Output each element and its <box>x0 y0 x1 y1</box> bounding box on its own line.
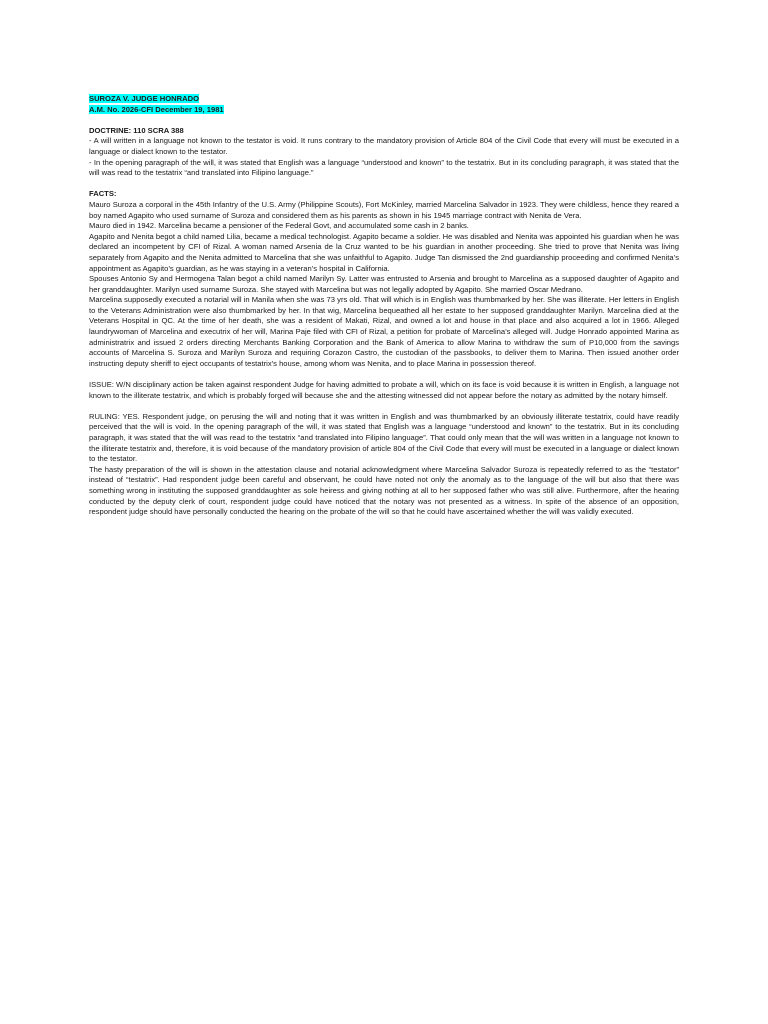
facts-paragraph: Spouses Antonio Sy and Hermogena Talan begot a child named Marilyn Sy. Latter was entrusted to Arsenia and brought to Marcelina as a supposed daughter of Agapito and her granddaughter. Marilyn used surname Suroza. She stayed with Marcelina but was not legally adopted by Agapito. She married Oscar Medrano. <box>89 274 679 294</box>
facts-paragraph: Agapito and Nenita begot a child named Lilia, became a medical technologist. Agapito became a soldier. He was disabled and Nenita was appointed his guardian when he was declared an incompetent by CFI of Rizal. A woman named Arsenia de la Cruz wanted to be his guardian in another proceeding. She tried to prove that Nenita was living separately from Agapito and the Nenita admitted to Marcelina that she was unfaithful to Agapito. Judge Tan dismissed the 2nd guardianship proceeding and confirmed Nenita’s appointment as Agapito’s guardian, as he was staying in a veteran’s hospital in California. <box>89 231 679 273</box>
doctrine-label: DOCTRINE: 110 SCRA 388 <box>89 125 184 135</box>
case-number: A.M. No. 2026-CFI December 19, 1981 <box>89 104 224 114</box>
issue-section <box>89 380 679 401</box>
doctrine-paragraph: - A will written in a language not known to the testator is void. It runs contrary to the mandatory provision of Article 804 of the Civil Code that every will must be executed in a language or dialect known to the testator. <box>89 136 679 156</box>
spacer <box>89 115 679 126</box>
facts-paragraph: Mauro Suroza a corporal in the 45th Infantry of the U.S. Army (Philippine Scouts), Fort McKinley, married Marcelina Salvador in 1923. They were childless, hence they reared a boy named Agapito who used surname of Suroza and considered them as his parents as shown in his 1945 marriage contract with Nenita de Vera. <box>89 199 679 220</box>
ruling-section <box>89 412 679 518</box>
facts-section <box>89 189 679 369</box>
facts-label: FACTS: <box>89 189 117 199</box>
ruling-paragraph: RULING: YES. Respondent judge, on perusing the will and noting that it was written in English and was thumbmarked by an obviously illiterate testatrix, could have readily perceived that the will is void. In the opening paragraph of the will, it was stated that English was a language “understood and known” to the testatrix. But in its concluding paragraph, it was stated that the will was read to the testatrix “and translated into Filipino language”. That could only mean that the will was written in a language not known to the illiterate testatrix and, therefore, it is void because of the mandatory provision of article 804 of the Civil Code that every will must be executed in a language or dialect known to the testator. <box>89 411 679 464</box>
doctrine-paragraph: - In the opening paragraph of the will, it was stated that English was a language “understood and known” to the testatrix. But in its concluding paragraph, it was stated that the will was read to the testatrix “and translated into Filipino language.” <box>89 157 679 178</box>
facts-paragraph: Marcelina supposedly executed a notarial will in Manila when she was 73 yrs old. That will which is in English was thumbmarked by her. She was illiterate. Her letters in English to the Veterans Administration were also thumbmarked by her. In that wig, Marcelina bequeathed all her estate to her supposed granddaughter Marilyn. Marcelina died at the Veterans Hospital in QC. At the time of her death, she was a resident of Makati, Rizal, and owned a lot and house in that place and also acquired a lot in 1966. Alleged laundrywoman of Marcelina and executrix of her will, Marina Paje filed with CFI of Rizal, a petition for probate of Marcelina’s alleged will. Judge Honrado appointed Marina as administratrix and issued 2 orders directing Merchants Banking Corporation and the Bank of America to allow Marina to withdraw the sum of P10,000 from the savings accounts of Marcelina S. Suroza and Marilyn Suroza and requiring Corazon Castro, the custodian of the passbooks, to deliver them to Marina. Then issued another order instructing deputy sheriff to eject occupants of testatrix’s house, among whom was Nenita, and to place Marina in possession thereof. <box>89 295 679 368</box>
case-title: SUROZA V. JUDGE HONRADO <box>89 94 199 103</box>
issue-paragraph: ISSUE: W/N disciplinary action be taken against respondent Judge for having admitted to probate a will, which on its face is void because it is written in English, a language not known to the illiterate testatrix, and which is probably forged will because she and the attesting witnessed did not appear before the notary as admitted by the notary himself. <box>89 380 679 400</box>
case-number-line <box>89 105 679 116</box>
facts-paragraph: Mauro died in 1942. Marcelina became a pensioner of the Federal Govt, and accumulated some cash in 2 banks. <box>89 221 469 231</box>
ruling-paragraph: The hasty preparation of the will is shown in the attestation clause and notarial acknowledgment where Marcelina Salvador Suroza is repeatedly referred to as the “testator” instead of “testatrix”. Had respondent judge been careful and observant, he could have noted not only the anomaly as to the language of the will but also that there was something wrong in instituting the supposed granddaughter as sole heiress and giving nothing at all to her supposed father who was still alive. Furthermore, after the hearing conducted by the deputy clerk of court, respondent judge could have noticed that the notary was not presented as a witness. In spite of the absence of an opposition, respondent judge should have personally conducted the hearing on the probate of the will so that he could have ascertained whether the will was validly executed. <box>89 464 679 517</box>
spacer <box>89 179 679 190</box>
doctrine-section <box>89 126 679 179</box>
case-title-line <box>89 94 679 105</box>
document-page <box>89 94 679 518</box>
spacer <box>89 369 679 380</box>
spacer <box>89 401 679 412</box>
